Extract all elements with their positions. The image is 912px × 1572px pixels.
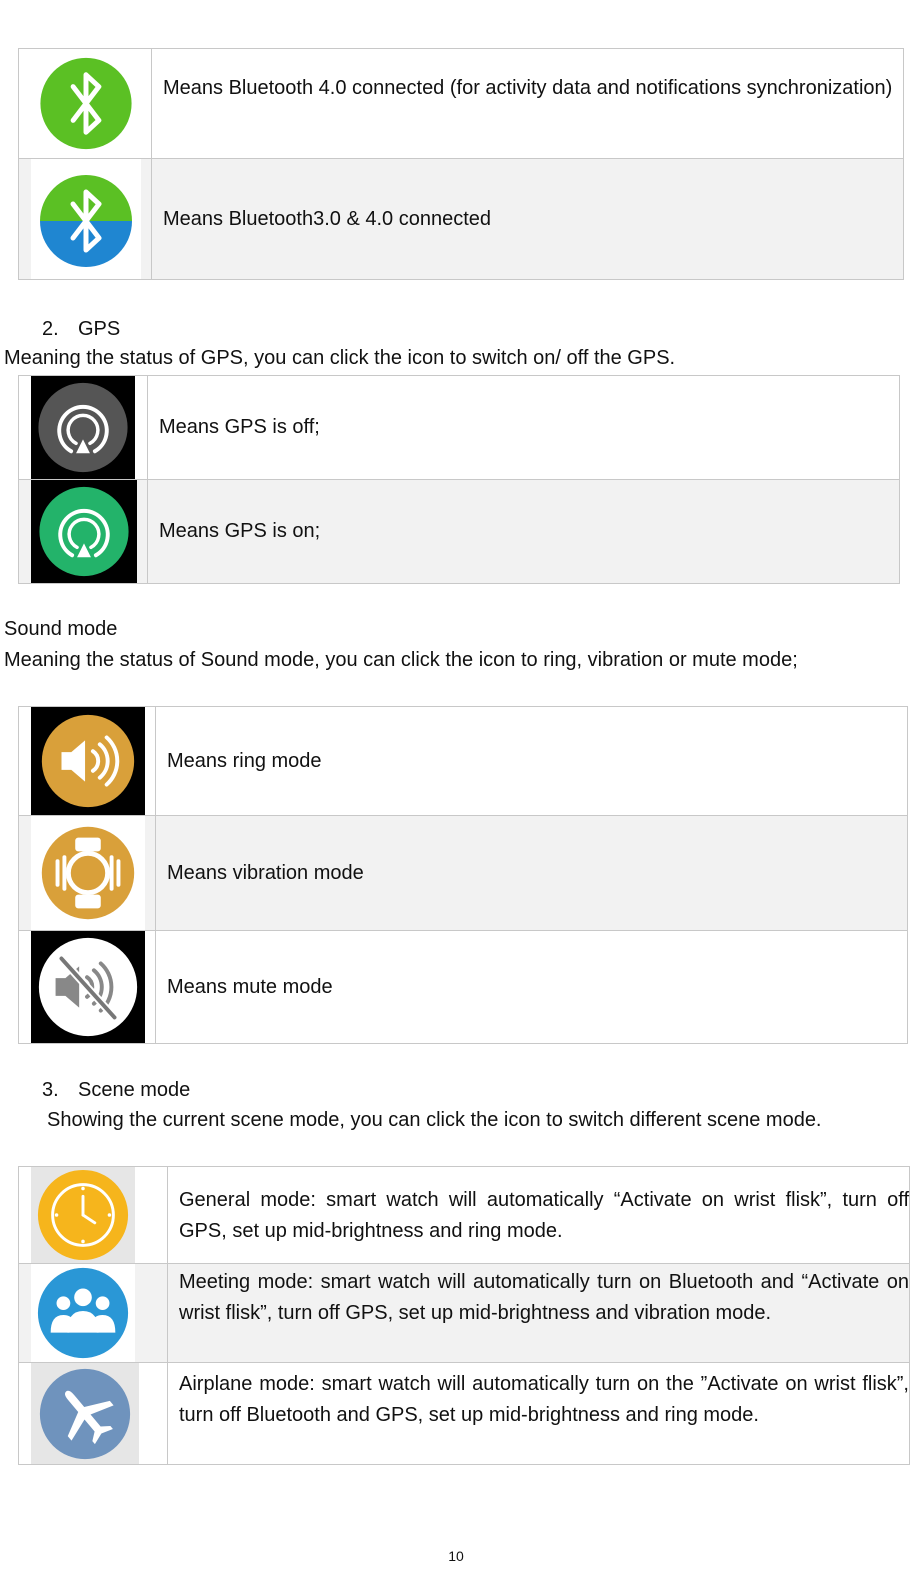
gps-on-icon	[31, 480, 137, 583]
sound-row-2-text: Means vibration mode	[167, 861, 364, 884]
people-group-icon	[31, 1264, 135, 1362]
bluetooth-row-2	[18, 158, 904, 280]
sound-intro: Meaning the status of Sound mode, you can click the icon to ring, vibration or mute mode;	[4, 649, 798, 671]
bluetooth-row-2-text: Means Bluetooth3.0 & 4.0 connected	[163, 207, 492, 230]
speaker-ring-icon	[31, 707, 145, 815]
clock-icon	[31, 1167, 135, 1263]
airplane-icon	[31, 1363, 139, 1464]
scene-row-1-text: General mode: smart watch will automatically “Activate on wrist flisk”, turn off GPS, set up mid-brightness and ring mode.	[179, 1189, 909, 1242]
gps-heading: GPS	[78, 318, 121, 340]
bluetooth-green-blue-icon	[31, 159, 141, 279]
scene-intro: Showing the current scene mode, you can click the icon to switch different scene mode.	[47, 1109, 822, 1131]
bluetooth-green-icon	[31, 49, 141, 158]
bluetooth-row-1	[18, 48, 904, 159]
gps-row-1-text: Means GPS is off;	[159, 416, 320, 438]
gps-intro: Meaning the status of GPS, you can click the icon to switch on/ off the GPS.	[4, 347, 676, 369]
scene-heading: Scene mode	[78, 1079, 191, 1101]
sound-row-3	[18, 930, 908, 1044]
gps-number: 2.	[42, 318, 59, 340]
sound-row-1	[18, 706, 908, 816]
sound-heading: Sound mode	[4, 618, 118, 640]
speaker-mute-icon	[31, 931, 145, 1043]
gps-row-2-text: Means GPS is on;	[159, 520, 321, 542]
scene-row-2	[18, 1263, 910, 1363]
scene-row-3	[18, 1362, 910, 1465]
sound-row-3-text: Means mute mode	[167, 975, 333, 998]
sound-row-2	[18, 815, 908, 931]
gps-row-2	[18, 479, 900, 584]
page-number: 10	[448, 1548, 464, 1564]
gps-row-1	[18, 375, 900, 480]
scene-row-1	[18, 1166, 910, 1264]
scene-row-2-text: Meeting mode: smart watch will automatically turn on Bluetooth and “Activate on wrist flisk”, turn off GPS, set up mid-brightness and vibration mode.	[179, 1271, 909, 1324]
sound-row-1-text: Means ring mode	[167, 749, 322, 772]
bluetooth-row-1-text: Means Bluetooth 4.0 connected (for activity data and notifications synchronization)	[163, 77, 893, 99]
scene-row-3-text: Airplane mode: smart watch will automatically turn on the ”Activate on wrist flisk”, turn off Bluetooth and GPS, set up mid-brightness and ring mode.	[179, 1373, 909, 1426]
watch-vibration-icon	[31, 816, 145, 930]
gps-off-icon	[31, 376, 135, 479]
scene-number: 3.	[42, 1079, 59, 1101]
